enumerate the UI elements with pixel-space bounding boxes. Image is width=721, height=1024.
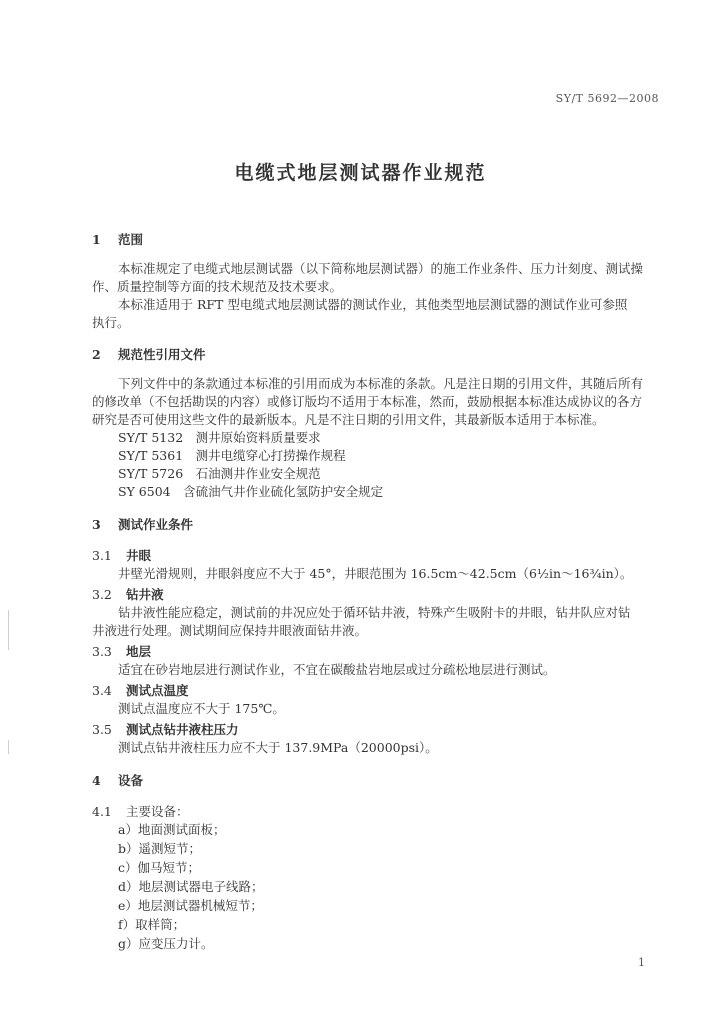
standard-code: SY/T 5692—2008 [555, 92, 659, 105]
subsection-title: 测试点温度 [126, 683, 189, 698]
subsection-number: 3.4 [92, 683, 112, 698]
subsection-title: 测试点钻井液柱压力 [126, 722, 239, 737]
equipment-item: b）遥测短节； [118, 841, 202, 856]
subsection-number: 3.5 [92, 722, 112, 737]
section-number: 3 [92, 517, 101, 532]
scope-paragraph-1-line-2: 作、质量控制等方面的技术规范及技术要求。 [92, 279, 343, 294]
section-number: 2 [92, 347, 101, 362]
subsection-3-2-text-line-1: 钻井液性能应稳定，测试前的井况应处于循环钻井液，特殊产生吸附卡的井眼，钻井队应对钻 [118, 605, 631, 620]
section-title: 范围 [118, 232, 144, 247]
scope-paragraph-2-line-1: 本标准适用于 RFT 型电缆式地层测试器的测试作业，其他类型地层测试器的测试作业可参照 [118, 297, 628, 312]
section-number: 1 [92, 232, 101, 247]
equipment-item: e）地层测试器机械短节； [118, 898, 263, 913]
equipment-item: c）伽马短节； [118, 860, 201, 875]
subsection-4-1-heading [92, 802, 189, 820]
scan-artifact [8, 610, 9, 650]
scope-paragraph-1-line-1: 本标准规定了电缆式地层测试器（以下简称地层测试器）的施工作业条件、压力计刻度、测试操 [118, 261, 644, 276]
subsection-number: 3.2 [92, 587, 112, 602]
subsection-number: 3.3 [92, 644, 112, 659]
subsection-3-1-heading [92, 546, 151, 564]
scan-artifact [8, 740, 9, 754]
subsection-title: 地层 [126, 644, 152, 659]
subsection-3-4-text: 测试点温度应不大于 175℃。 [118, 701, 285, 716]
section-4-heading [92, 771, 143, 789]
equipment-item: a）地面测试面板； [118, 822, 226, 837]
page-number: 1 [638, 956, 645, 969]
section-1-heading [92, 230, 143, 248]
subsection-number: 3.1 [92, 548, 112, 563]
reference-item: SY/T 5132 测井原始资料质量要求 [118, 430, 321, 445]
subsection-3-3-heading [92, 642, 151, 660]
subsection-3-2-heading [92, 585, 164, 603]
reference-paragraph-line-2: 的修改单（不包括勘误的内容）或修订版均不适用于本标准，然而，鼓励根据本标准达成协议的各方 [92, 394, 643, 409]
equipment-item: f）取样筒； [118, 917, 186, 932]
reference-paragraph-line-1: 下列文件中的条款通过本标准的引用而成为本标准的条款。凡是注日期的引用文件，其随后所有 [118, 376, 644, 391]
section-3-heading [92, 515, 193, 533]
subsection-3-2-text-line-2: 井液进行处理。测试期间应保持井眼液面钻井液。 [92, 623, 368, 638]
subsection-title: 主要设备： [126, 804, 189, 819]
reference-item: SY/T 5726 石油测井作业安全规范 [118, 466, 321, 481]
reference-paragraph-line-3: 研究是否可使用这些文件的最新版本。凡是不注日期的引用文件，其最新版本适用于本标准。 [92, 412, 605, 427]
scope-paragraph-2-line-2: 执行。 [92, 315, 130, 330]
subsection-title: 钻井液 [126, 587, 164, 602]
subsection-3-5-heading [92, 720, 239, 738]
reference-item: SY/T 5361 测井电缆穿心打捞操作规程 [118, 448, 346, 463]
equipment-item: g）应变压力计。 [118, 936, 214, 951]
subsection-3-4-heading [92, 681, 189, 699]
subsection-3-3-text: 适宜在砂岩地层进行测试作业，不宜在碳酸盐岩地层或过分疏松地层进行测试。 [118, 662, 556, 677]
subsection-title: 井眼 [126, 548, 152, 563]
section-title: 设备 [118, 773, 144, 788]
reference-item: SY 6504 含硫油气井作业硫化氢防护安全规定 [118, 484, 384, 499]
equipment-item: d）地层测试器电子线路； [118, 879, 264, 894]
document-title: 电缆式地层测试器作业规范 [234, 162, 487, 184]
section-number: 4 [92, 773, 101, 788]
subsection-3-1-text: 井壁光滑规则，井眼斜度应不大于 45°，井眼范围为 16.5cm～42.5cm（6½in～16¾in）。 [118, 566, 633, 581]
subsection-3-5-text: 测试点钻井液柱压力应不大于 137.9MPa（20000psi）。 [118, 740, 438, 755]
subsection-number: 4.1 [92, 804, 112, 819]
section-title: 测试作业条件 [118, 517, 194, 532]
section-2-heading [92, 345, 206, 363]
section-title: 规范性引用文件 [118, 347, 206, 362]
